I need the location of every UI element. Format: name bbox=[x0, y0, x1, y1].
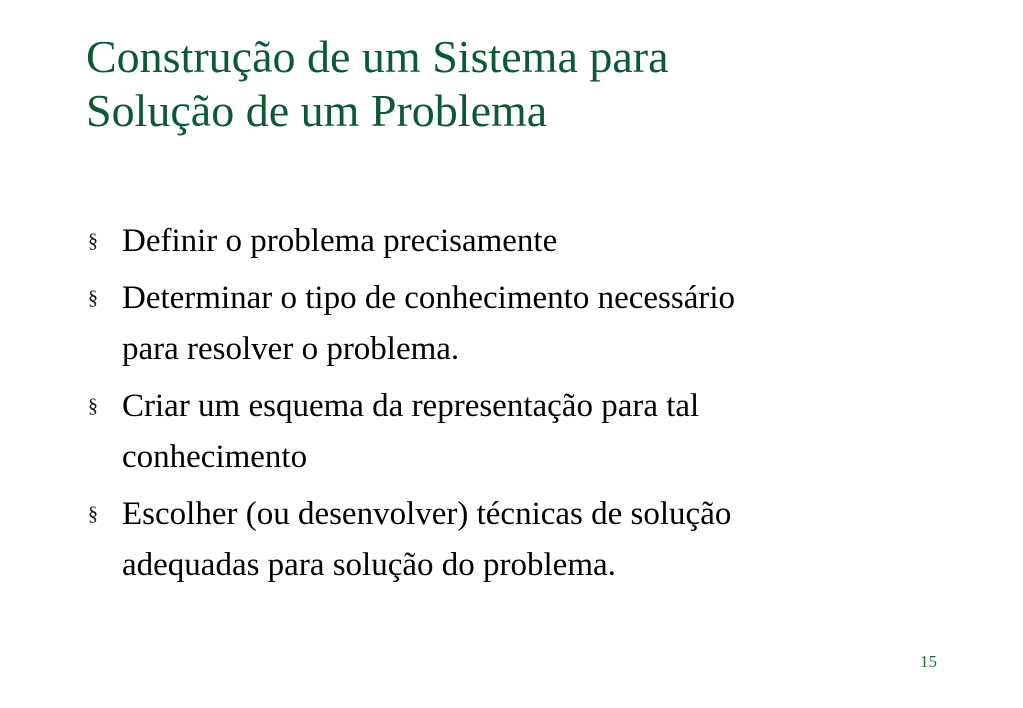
bullet-item bbox=[88, 216, 948, 267]
page-number: 15 bbox=[920, 652, 937, 671]
bullet-text: Definir o problema precisamente bbox=[122, 223, 558, 259]
bullet-icon: § bbox=[88, 230, 98, 252]
bullet-text: Criar um esquema da representação para tal conhecimento bbox=[122, 388, 700, 475]
bullet-text: Escolher (ou desenvolver) técnicas de solução adequadas para solução do problema. bbox=[122, 496, 732, 583]
bullet-icon: § bbox=[88, 395, 98, 417]
bullet-icon: § bbox=[88, 503, 98, 525]
bullet-item bbox=[88, 381, 948, 483]
bullet-item bbox=[88, 273, 948, 375]
bullet-icon: § bbox=[88, 287, 98, 309]
slide-title-line: Solução de um Problema bbox=[86, 85, 548, 136]
slide-title-line: Construção de um Sistema para bbox=[86, 31, 669, 82]
bullet-text: Determinar o tipo de conhecimento necessário para resolver o problema. bbox=[122, 280, 736, 367]
bullet-list bbox=[88, 216, 948, 597]
bullet-item bbox=[88, 489, 948, 591]
slide-title bbox=[86, 30, 966, 138]
